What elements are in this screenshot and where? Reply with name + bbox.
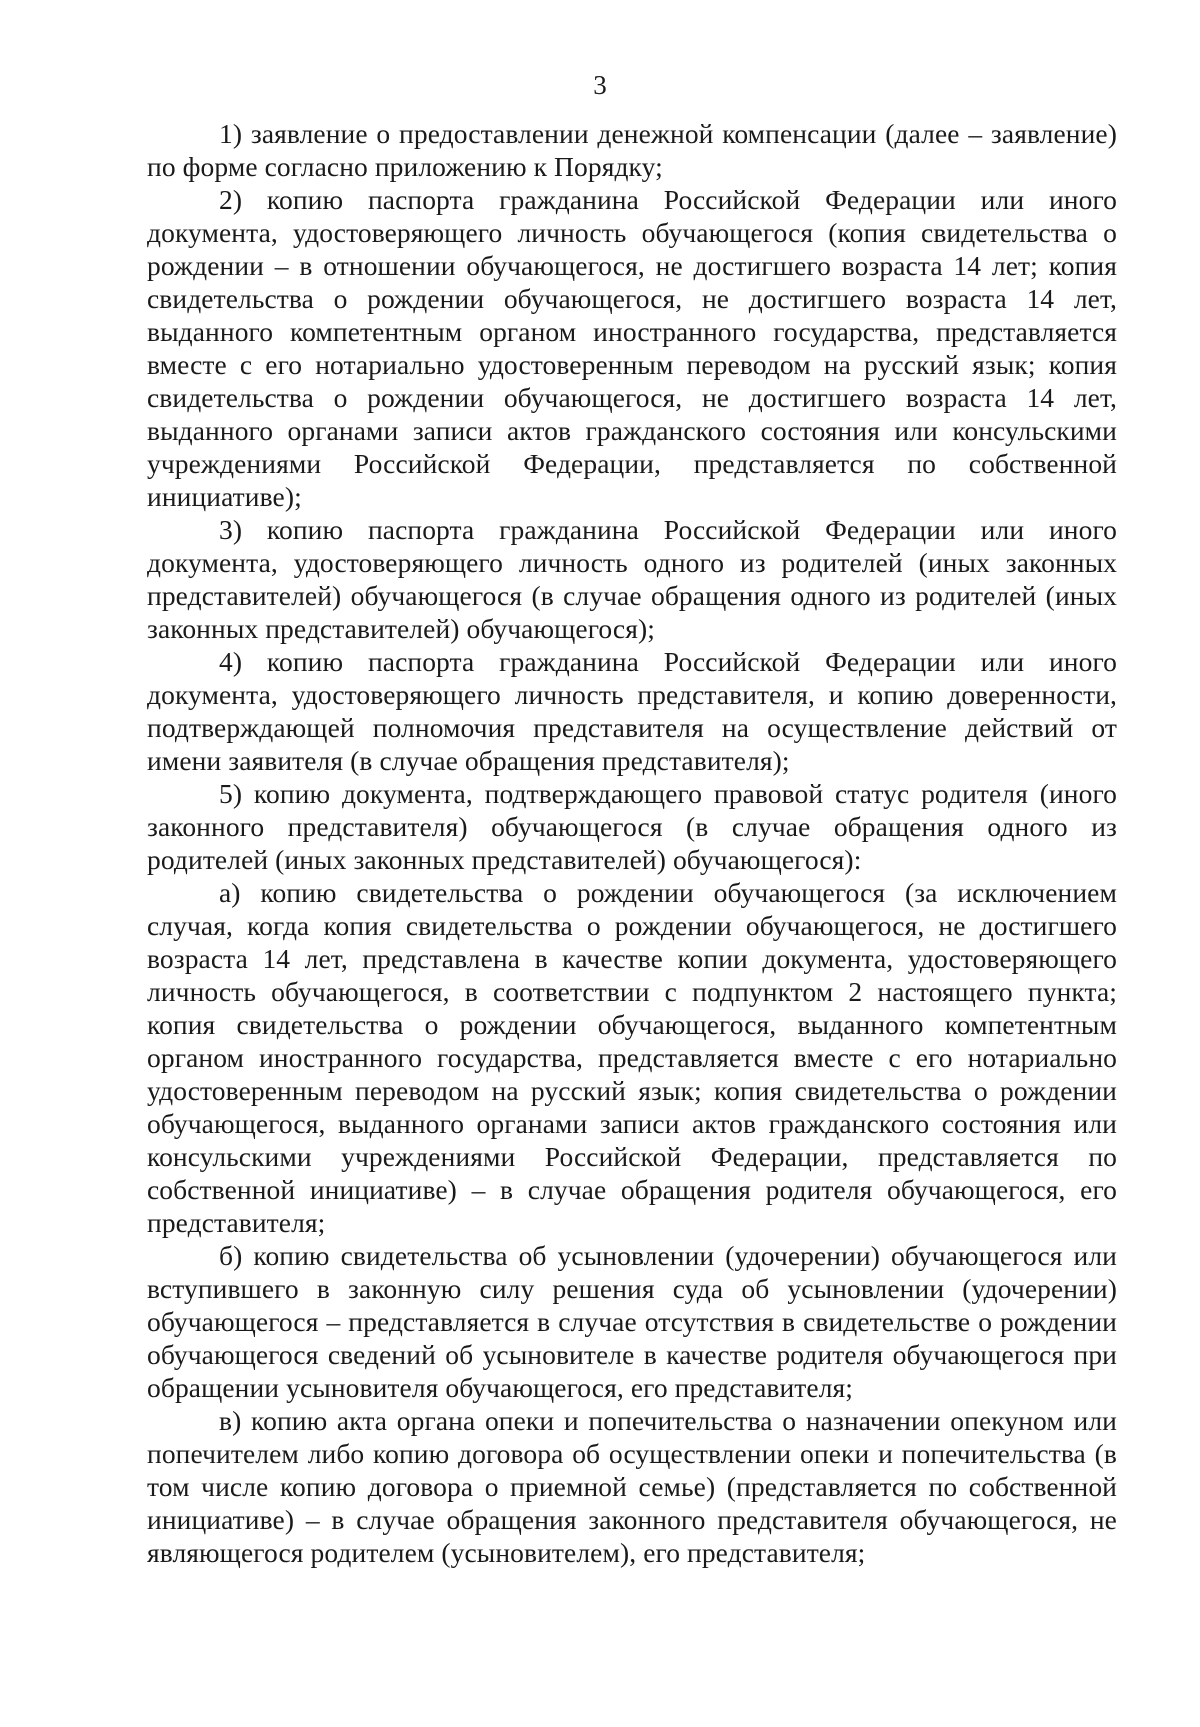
paragraph-item-4: 4) копию паспорта гражданина Российской Федерации или иного документа, удостоверяющего личность представителя, и копию доверенности, подтверждающей полномочия представителя на осуществление действий от имени заявителя (в случае обращения представителя);	[147, 646, 1117, 776]
paragraph-item-1: 1) заявление о предоставлении денежной компенсации (далее – заявление) по форме согласно приложению к Порядку;	[147, 118, 1117, 182]
paragraph-item-5: 5) копию документа, подтверждающего правовой статус родителя (иного законного представителя) обучающегося (в случае обращения одного из родителей (иных законных представителей) обучающегося):	[147, 778, 1117, 875]
paragraph-subitem-b: б) копию свидетельства об усыновлении (удочерении) обучающегося или вступившего в законную силу решения суда об усыновлении (удочерении) обучающегося – представляется в случае отсутствия в свидетельстве о рождении обучающегося сведений об усыновителе в качестве родителя обучающегося при обращении усыновителя обучающегося, его представителя;	[147, 1240, 1117, 1403]
paragraph-item-2: 2) копию паспорта гражданина Российской Федерации или иного документа, удостоверяющего личность обучающегося (копия свидетельства о рождении – в отношении обучающегося, не достигшего возраста 14 лет; копия свидетельства о рождении обучающегося, не достигшего возраста 14 лет, выданного компетентным органом иностранного государства, представляется вместе с его нотариально удостоверенным переводом на русский язык; копия свидетельства о рождении обучающегося, не достигшего возраста 14 лет, выданного органами записи актов гражданского состояния или консульскими учреждениями Российской Федерации, представляется по собственной инициативе);	[147, 184, 1117, 512]
paragraph-subitem-a: а) копию свидетельства о рождении обучающегося (за исключением случая, когда копия свидетельства о рождении обучающегося, не достигшего возраста 14 лет, представлена в качестве копии документа, удостоверяющего личность обучающегося, в соответствии с подпунктом 2 настоящего пункта; копия свидетельства о рождении обучающегося, выданного компетентным органом иностранного государства, представляется вместе с его нотариально удостоверенным переводом на русский язык; копия свидетельства о рождении обучающегося, выданного органами записи актов гражданского состояния или консульскими учреждениями Российской Федерации, представляется по собственной инициативе) – в случае обращения родителя обучающегося, его представителя;	[147, 877, 1117, 1238]
document-body	[147, 117, 1117, 1569]
page-number: 3	[593, 70, 607, 100]
paragraph-subitem-v: в) копию акта органа опеки и попечительства о назначении опекуном или попечителем либо копию договора об осуществлении опеки и попечительства (в том числе копию договора о приемной семье) (представляется по собственной инициативе) – в случае обращения законного представителя обучающегося, не являющегося родителем (усыновителем), его представителя;	[147, 1405, 1117, 1568]
paragraph-item-3: 3) копию паспорта гражданина Российской Федерации или иного документа, удостоверяющего личность одного из родителей (иных законных представителей) обучающегося (в случае обращения одного из родителей (иных законных представителей) обучающегося);	[147, 514, 1117, 644]
